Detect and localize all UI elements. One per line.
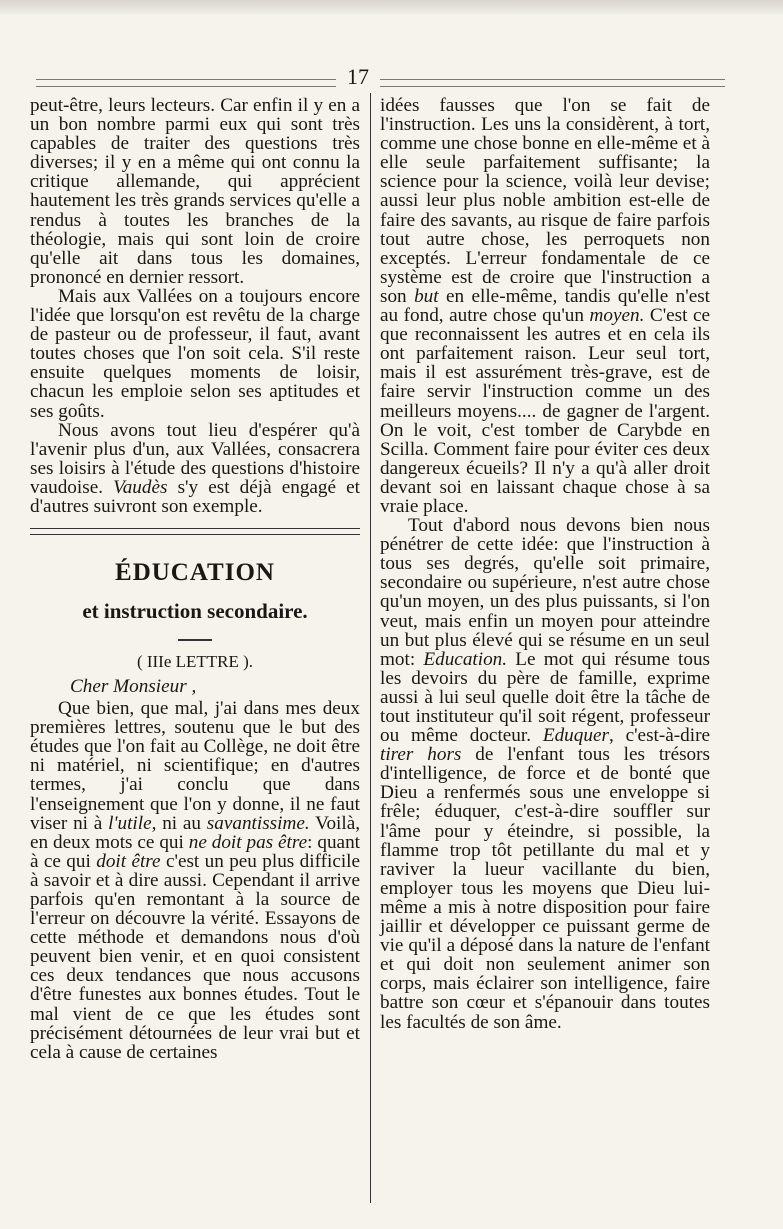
italic-text: Vaudès — [113, 476, 168, 498]
paragraph-text: de l'enfant tous les trésors d'intelligence, de force et de bonté que Dieu a renfermés sous une enveloppe si frêle; éduquer, c'est-à-dire souffler sur l'âme pour y éteindre, si possible, la flamme trop tôt petillante du mal et y raviver la lueur vacillante du bien, employer tous les moyens que Dieu lui-même a mis à notre disposition pour faire jaillir et développer ce puissant germe de vie qu'il a déposé dans la nature de l'enfant et qui doit non seulement animer son corps, mais éclairer son intelligence, faire battre son cœur et s'épanouir dans toutes les facultés de son âme. — [380, 744, 711, 1033]
paragraph — [380, 96, 710, 516]
italic-text: l'utile, — [108, 812, 157, 834]
left-column — [30, 96, 360, 1062]
italic-text: Education. — [423, 648, 508, 670]
paragraph-text: Nous avons tout lieu d'espérer qu'à l'avenir plus d'un, aux Vallées, consacrera ses loisirs à l'étude des questions d'histoire vaudoise. — [30, 419, 360, 498]
paragraph: Mais aux Vallées on a toujours encore l'idée que lorsqu'on est revêtu de la charge de pasteur ou de professeur, il faut, avant toutes choses que l'on soit cela. S'il reste ensuite quelques moments de loisir, chacun les emploie selon ses aptitudes et ses goûts. — [30, 285, 360, 422]
section-subtitle: et instruction secondaire. — [82, 599, 308, 624]
paragraph-text: Tout d'abord nous devons bien nous pénétrer de cette idée: que l'instruction à tous ses degrés, qu'elle soit primaire, secondaire ou supérieure, n'est autre chose qu'un moyen, un des plus puissants, si l'on veut, mais enfin un moyen pour atteindre un but plus élevé qui se résume en un seul mot: — [380, 515, 710, 670]
paragraph-text: s'y est déjà engagé et d'autres suivront son exemple. — [30, 476, 360, 517]
italic-text: ne doit pas être — [188, 831, 308, 853]
italic-text: doit être — [96, 850, 161, 872]
column-divider — [370, 93, 371, 1203]
italic-text: moyen. — [589, 305, 645, 327]
italic-text: savantissime. — [206, 812, 310, 834]
section-separator — [30, 528, 360, 535]
paragraph-text: ni au — [162, 812, 201, 834]
italic-text: but — [414, 285, 439, 307]
paragraph: peut-être, leurs lecteurs. Car enfin il y en a un bon nombre parmi eux qui sont très capables de traiter des questions très diverses; il y en a même qui ont connu la critique allemande, qui apprécient hautement les très grands services qu'elle a rendus à toutes les branches de la théologie, mais qui sont loin de croire qu'elle ait dans tous les domaines, prononcé en dernier ressort. — [30, 95, 360, 288]
page-number: 17 — [347, 64, 369, 89]
section-title: ÉDUCATION — [115, 559, 275, 587]
header-rule-left — [36, 79, 336, 87]
paragraph-text: en elle-même, tandis qu'elle n'est au fond, autre chose qu'un — [380, 285, 711, 327]
paragraph-text: C'est ce que reconnaissent les autres et en cela ils ont parfaitement raison. Leur seul tort, mais il est assurément très-grave, est de faire servir l'instruction comme un des meilleurs moyens.... de gagner de l'argent. On le voit, c'est tomber de Carybde en Scilla. Comment faire pour éviter ces deux dangereux écueils? Il n'y a qu'à aller droit devant soi en laissant chaque chose à sa vraie place. — [380, 305, 711, 517]
paragraph-text: idées fausses que l'on se fait de l'instruction. Les uns la considèrent, à tort, comme une chose bonne en elle-même et à elle seule parfaitement suffisante; la science pour la science, voilà leur devise; aussi leur plus noble ambition est-elle de faire des savants, au risque de faire parfois tout autre chose, les perroquets non exceptés. L'erreur fondamentale de ce système est de croire que l'instruction a son — [380, 95, 710, 307]
paragraph-text: c'est un peu plus difficile à savoir et à dire aussi. Cependant il arrive parfois qu'en remontant à la source de l'erreur on découvre la vérité. Essayons de cette méthode et demandons nous d'où peuvent bien venir, et en quoi consistent ces deux tendances que nous accusons d'être funestes aux bonnes études. Tout le mal vient de ce que les études sont précisément détournées de leur vrai but et cela à cause de certaines — [30, 850, 361, 1063]
salutation: Cher Monsieur , — [70, 676, 197, 698]
header-rule-right — [380, 79, 725, 87]
paragraph — [30, 421, 360, 516]
scan-top-edge — [0, 0, 783, 14]
paragraph — [380, 516, 710, 1032]
italic-text: Eduquer — [542, 725, 609, 747]
paragraph-text: : quant à ce qui — [30, 831, 360, 872]
italic-text: tirer hors — [380, 744, 462, 766]
right-column — [380, 96, 710, 1032]
title-dash — [30, 633, 360, 641]
paragraph — [30, 699, 360, 1062]
paragraph-text: Voilà, en deux mots ce qui — [30, 812, 361, 853]
paragraph-text: , c'est-à-dire — [608, 725, 710, 747]
letter-number: ( IIIe LETTRE ). — [136, 652, 254, 672]
paragraph-text: Le mot qui résume tous les devoirs du père de famille, exprime aussi à lui seul quelle doit être la tâche de tout instituteur qu'il soit régent, professeur ou même docteur. — [380, 648, 711, 747]
paragraph-text: Que bien, que mal, j'ai dans mes deux premières lettres, soutenu que le but des études que l'on fait au Collège, ne doit être ni matériel, ni scientifique; en d'autres termes, j'ai conclu que dans l'enseignement que l'on y donne, il ne faut viser ni à — [30, 698, 360, 834]
